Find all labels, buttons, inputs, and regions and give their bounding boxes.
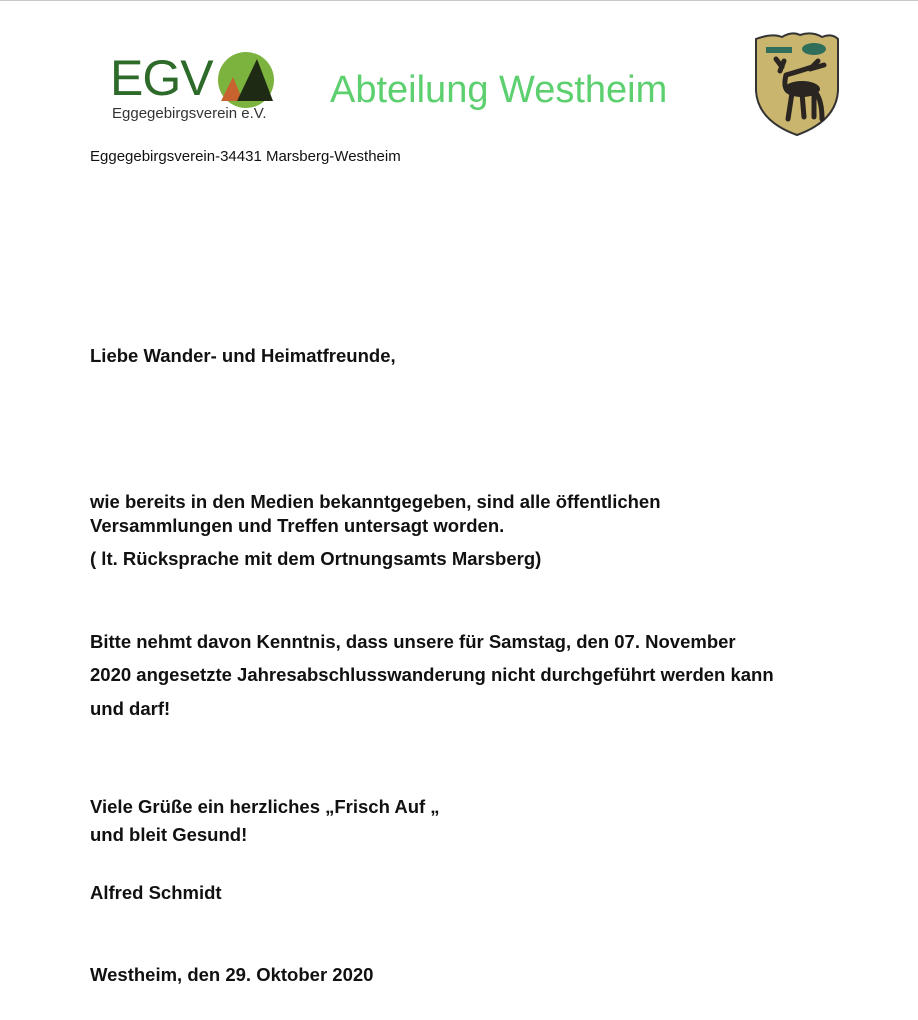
paragraph-1-line-2: Versammlungen und Treffen untersagt worden. [90,515,505,536]
paragraph-2-line-1: Bitte nehmt davon Kenntnis, dass unsere für Samstag, den 07. November [90,631,736,652]
egv-logo-text: EGV [110,50,213,106]
closing-line-2: und bleit Gesund! [90,824,248,845]
egv-logo-subtitle: Eggegebirgsverein e.V. [112,105,267,122]
paragraph-1-line-1: wie bereits in den Medien bekanntgegeben, sind alle öffentlichen [90,491,661,512]
salutation: Liebe Wander- und Heimatfreunde, [90,345,396,366]
egv-mountain-logo-icon [215,51,277,109]
signature: Alfred Schmidt [90,882,222,903]
place-date: Westheim, den 29. Oktober 2020 [90,964,374,985]
paragraph-1-line-3: ( lt. Rücksprache mit dem Ortnungsamts Marsberg) [90,548,542,569]
sender-address: Eggegebirgsverein-34431 Marsberg-Westheim [90,148,401,165]
paragraph-2-line-3: und darf! [90,698,171,719]
closing-line-1: Viele Grüße ein herzliches „Frisch Auf „ [90,796,440,817]
department-title: Abteilung Westheim [330,69,668,111]
paragraph-2-line-2: 2020 angesetzte Jahresabschlusswanderung nicht durchgeführt werden kann [90,664,774,685]
stag-crest-icon [752,31,842,137]
